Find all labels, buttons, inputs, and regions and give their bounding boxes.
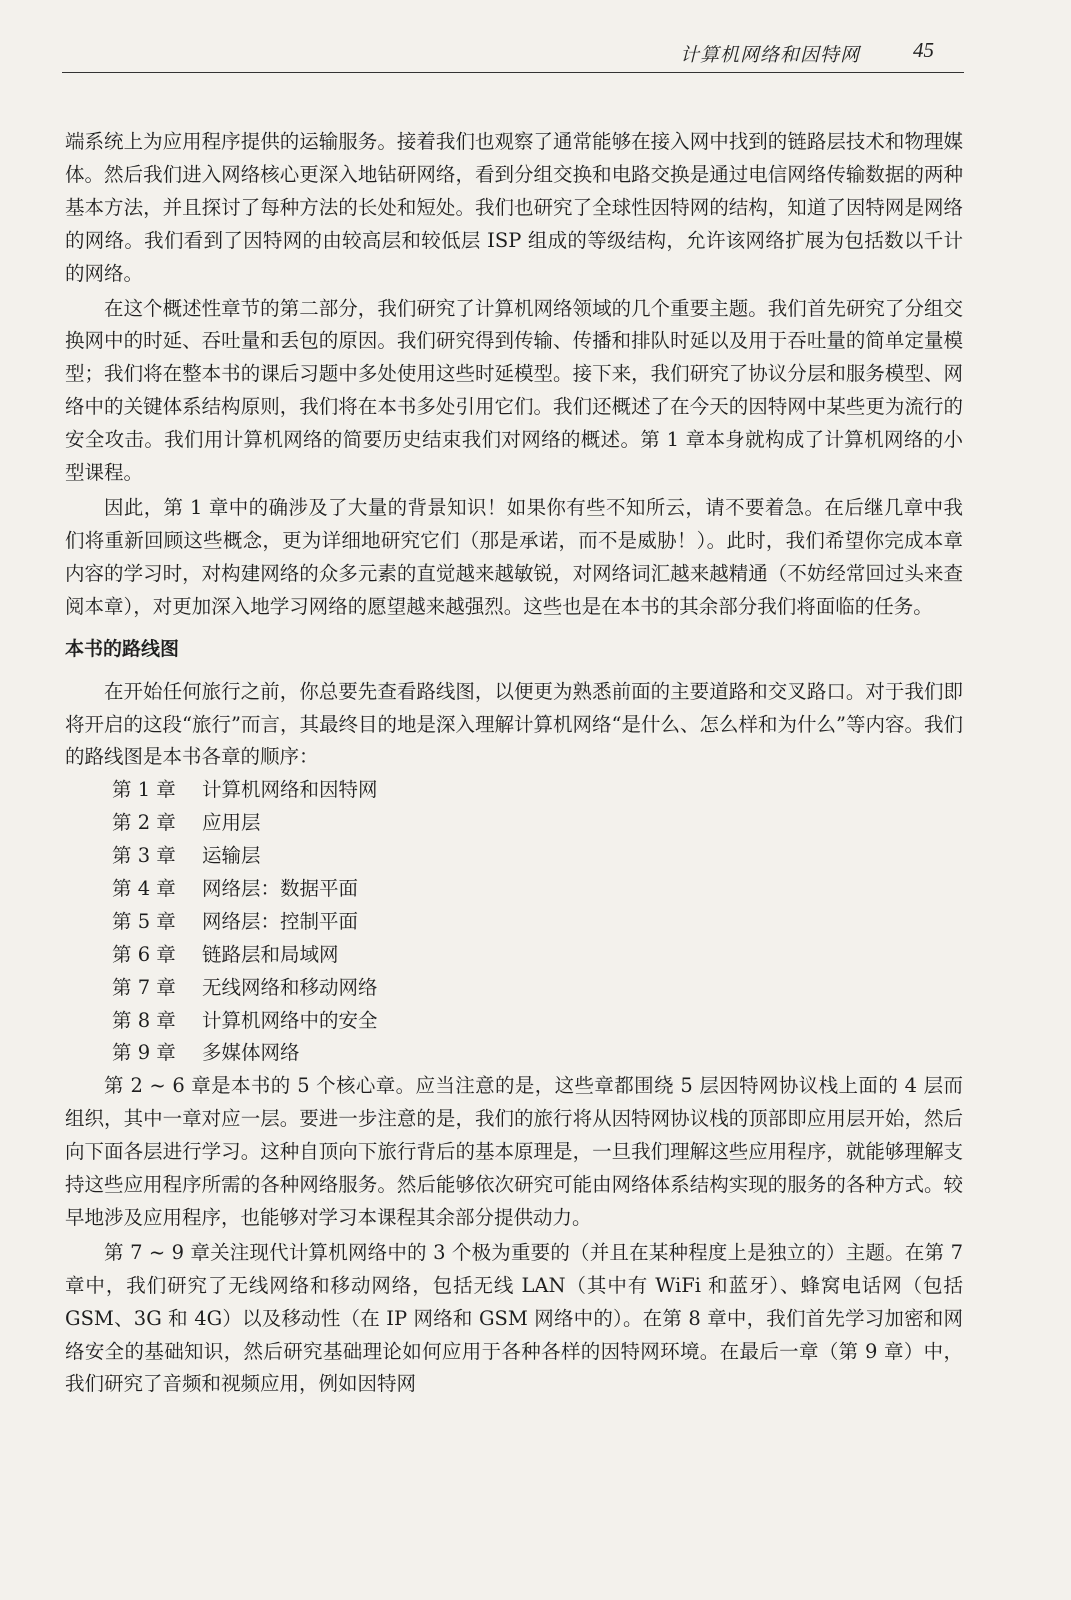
chapter-item [65, 873, 963, 906]
chapter-item [65, 939, 963, 972]
chapter-title: 无线网络和移动网络 [202, 975, 378, 999]
chapter-item [65, 840, 963, 873]
chapter-item [65, 1037, 963, 1070]
chapter-number: 第 2 章 [112, 811, 176, 835]
paragraph-continued: 端系统上为应用程序提供的运输服务。接着我们也观察了通常能够在接入网中找到的链路层技术和物理媒体。然后我们进入网络核心更深入地钻研网络，看到分组交换和电路交换是通过电信网络传输数据的两种基本方法，并且探讨了每种方法的长处和短处。我们也研究了全球性因特网的结构，知道了因特网是网络的网络。我们看到了因特网的由较高层和较低层 ISP 组成的等级结构，允许该网络扩展为包括数以千计的网络。 [65, 130, 963, 285]
chapter-item [65, 1005, 963, 1038]
paragraph: 因此，第 1 章中的确涉及了大量的背景知识！如果你有些不知所云，请不要着急。在后继几章中我们将重新回顾这些概念，更为详细地研究它们（那是承诺，而不是威胁！）。此时，我们希望你完成本章内容的学习时，对构建网络的众多元素的直觉越来越敏锐，对网络词汇越来越精通（不妨经常回过头来查阅本章），对更加深入地学习网络的愿望越来越强烈。这些也是在本书的其余部分我们将面临的任务。 [65, 495, 963, 618]
chapter-number: 第 3 章 [112, 844, 176, 868]
chapter-item [65, 774, 963, 807]
section-intro: 在开始任何旅行之前，你总要先查看路线图，以便更为熟悉前面的主要道路和交叉路口。对于我们即将开启的这段“旅行”而言，其最终目的地是深入理解计算机网络“是什么、怎么样和为什么”等内容。我们的路线图是本书各章的顺序： [65, 679, 963, 769]
chapter-item [65, 972, 963, 1005]
chapter-title: 网络层：数据平面 [202, 876, 359, 900]
paragraph: 第 2 ~ 6 章是本书的 5 个核心章。应当注意的是，这些章都围绕 5 层因特网协议栈上面的 4 层而组织，其中一章对应一层。要进一步注意的是，我们的旅行将从因特网协议栈的顶部即应用层开始，然后向下面各层进行学习。这种自顶向下旅行背后的基本原理是，一旦我们理解这些应用程序，就能够理解支持这些应用程序所需的各种网络服务。然后能够依次研究可能由网络体系结构实现的服务的各种方式。较早地涉及应用程序，也能够对学习本课程其余部分提供动力。 [65, 1074, 963, 1229]
header-title: 计算机网络和因特网 [679, 44, 860, 66]
chapter-title: 运输层 [202, 844, 261, 868]
paragraph: 在这个概述性章节的第二部分，我们研究了计算机网络领域的几个重要主题。我们首先研究了分组交换网中的时延、吞吐量和丢包的原因。我们研究得到传输、传播和排队时延以及用于吞吐量的简单定量模型；我们将在整本书的课后习题中多处使用这些时延模型。接下来，我们研究了协议分层和服务模型、网络中的关键体系结构原则，我们将在本书多处引用它们。我们还概述了在今天的因特网中某些更为流行的安全攻击。我们用计算机网络的简要历史结束我们对网络的概述。第 1 章本身就构成了计算机网络的小型课程。 [65, 296, 963, 485]
section-heading: 本书的路线图 [65, 637, 180, 660]
page-number: 45 [913, 38, 934, 62]
chapter-number: 第 1 章 [112, 778, 176, 802]
chapter-list [65, 774, 963, 1070]
chapter-title: 计算机网络和因特网 [202, 778, 378, 802]
paragraph: 第 7 ~ 9 章关注现代计算机网络中的 3 个极为重要的（并且在某种程度上是独立的）主题。在第 7 章中，我们研究了无线网络和移动网络，包括无线 LAN（其中有 WiFi 和蓝牙）、蜂窝电话网（包括 GSM、3G 和 4G）以及移动性（在 IP 网络和 GSM 网络中的）。在第 8 章中，我们首先学习加密和网络安全的基础知识，然后研究基础理论如何应用于各种各样的因特网环境。在最后一章（第 9 章）中，我们研究了音频和视频应用，例如因特网 [65, 1240, 963, 1396]
chapter-number: 第 8 章 [112, 1008, 176, 1032]
chapter-number: 第 9 章 [112, 1041, 176, 1065]
chapter-title: 网络层：控制平面 [202, 909, 359, 933]
chapter-number: 第 6 章 [112, 942, 176, 966]
chapter-item [65, 906, 963, 939]
chapter-number: 第 4 章 [112, 876, 176, 900]
chapter-title: 多媒体网络 [202, 1041, 300, 1065]
chapter-number: 第 7 章 [112, 975, 176, 999]
chapter-number: 第 5 章 [112, 909, 176, 933]
body-text [65, 126, 963, 1401]
chapter-title: 应用层 [202, 811, 261, 835]
chapter-item [65, 807, 963, 840]
running-header [62, 36, 964, 73]
chapter-title: 计算机网络中的安全 [202, 1008, 378, 1032]
chapter-title: 链路层和局域网 [202, 942, 339, 966]
